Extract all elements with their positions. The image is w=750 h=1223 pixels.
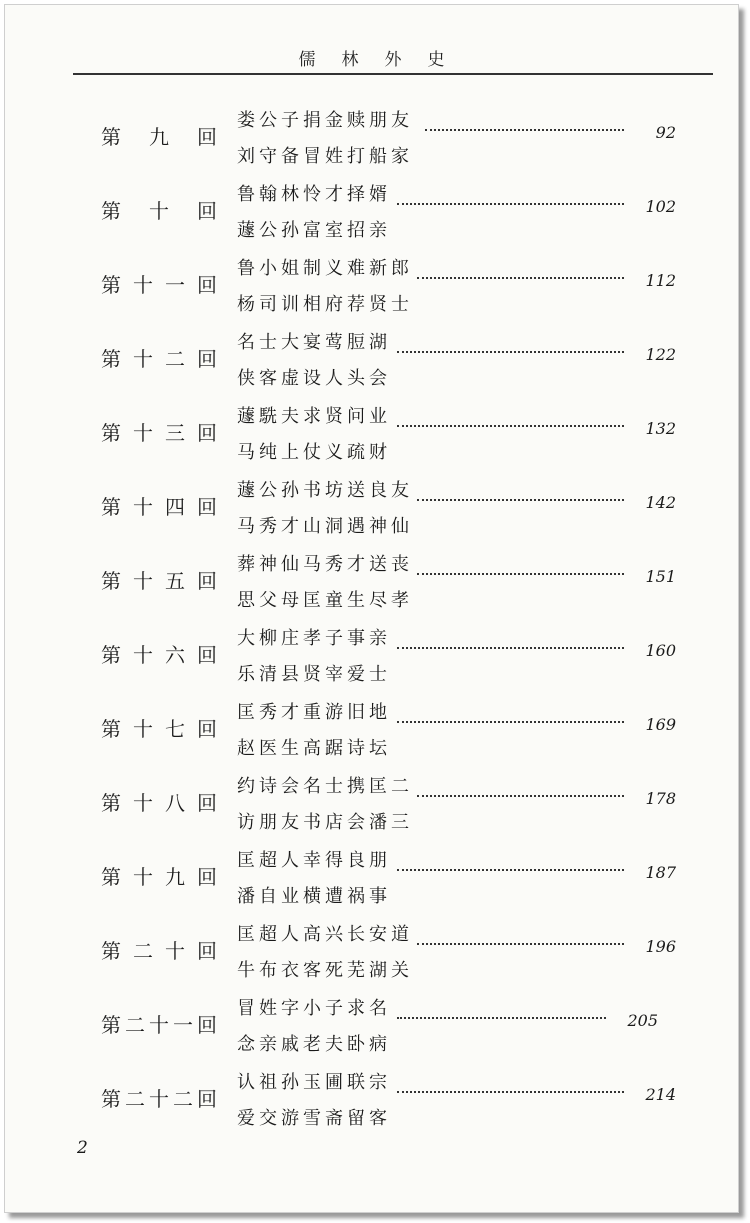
chapter-title-line-2: 潘自业横遭祸事 bbox=[237, 886, 391, 907]
chapter-title-line-2: 马秀才山洞遇神仙 bbox=[237, 516, 413, 537]
chapter-titles bbox=[237, 991, 391, 1063]
chapter-title-line-2: 牛布衣客死芜湖关 bbox=[237, 960, 413, 981]
chapter-titles bbox=[237, 695, 391, 767]
chapter-number: 第十回 bbox=[101, 199, 217, 223]
chapter-title-line-1: 名士大宴莺脰湖 bbox=[237, 332, 391, 353]
dot-leader bbox=[397, 869, 656, 871]
chapter-titles bbox=[237, 103, 413, 175]
dot-leader bbox=[417, 795, 656, 797]
chapter-title-line-1: 蘧駪夫求贤问业 bbox=[237, 406, 391, 427]
chapter-title-line-1: 约诗会名士携匡二 bbox=[237, 776, 413, 797]
page-number: 151 bbox=[624, 567, 676, 586]
page-number: 160 bbox=[624, 641, 676, 660]
dot-leader bbox=[425, 129, 656, 131]
chapter-number: 第十二回 bbox=[101, 347, 217, 371]
toc-entry-14 bbox=[5, 471, 738, 545]
chapter-title-line-2: 刘守备冒姓打船家 bbox=[237, 146, 413, 167]
chapter-title-line-1: 葬神仙马秀才送丧 bbox=[237, 554, 413, 575]
chapter-number: 第十九回 bbox=[101, 865, 217, 889]
chapter-titles bbox=[237, 399, 391, 471]
folio-page-number: 2 bbox=[77, 1138, 88, 1158]
chapter-number: 第十一回 bbox=[101, 273, 217, 297]
page-number: 142 bbox=[624, 493, 676, 512]
dot-leader bbox=[397, 203, 656, 205]
header-rule bbox=[73, 73, 713, 75]
dot-leader bbox=[397, 425, 656, 427]
chapter-title-line-2: 侠客虚设人头会 bbox=[237, 368, 391, 389]
chapter-title-line-2: 蘧公孙富室招亲 bbox=[237, 220, 391, 241]
toc-entry-20 bbox=[5, 915, 738, 989]
chapter-titles bbox=[237, 547, 413, 619]
page-number: 102 bbox=[624, 197, 676, 216]
toc-entry-16 bbox=[5, 619, 738, 693]
chapter-title-line-1: 匡秀才重游旧地 bbox=[237, 702, 391, 723]
chapter-titles bbox=[237, 769, 413, 841]
page-number: 205 bbox=[606, 1011, 658, 1030]
toc-entry-11 bbox=[5, 249, 738, 323]
chapter-number: 第十三回 bbox=[101, 421, 217, 445]
chapter-titles bbox=[237, 325, 391, 397]
book-page bbox=[4, 4, 739, 1213]
page-number: 92 bbox=[624, 123, 676, 142]
toc-entry-9 bbox=[5, 101, 738, 175]
dot-leader bbox=[397, 351, 656, 353]
chapter-title-line-2: 爱交游雪斋留客 bbox=[237, 1108, 391, 1129]
page-number: 196 bbox=[624, 937, 676, 956]
toc-entry-13 bbox=[5, 397, 738, 471]
table-of-contents bbox=[5, 101, 738, 1137]
chapter-number: 第十七回 bbox=[101, 717, 217, 741]
chapter-titles bbox=[237, 177, 391, 249]
page-number: 178 bbox=[624, 789, 676, 808]
page-number: 187 bbox=[624, 863, 676, 882]
dot-leader bbox=[417, 943, 656, 945]
chapter-titles bbox=[237, 251, 413, 323]
chapter-number: 第二十回 bbox=[101, 939, 217, 963]
chapter-title-line-2: 马纯上仗义疏财 bbox=[237, 442, 391, 463]
chapter-title-line-2: 赵医生高踞诗坛 bbox=[237, 738, 391, 759]
dot-leader bbox=[397, 1091, 656, 1093]
chapter-title-line-1: 大柳庄孝子事亲 bbox=[237, 628, 391, 649]
chapter-title-line-2: 思父母匡童生尽孝 bbox=[237, 590, 413, 611]
dot-leader bbox=[397, 1017, 638, 1019]
chapter-title-line-1: 匡超人高兴长安道 bbox=[237, 924, 413, 945]
toc-entry-12 bbox=[5, 323, 738, 397]
page-number: 122 bbox=[624, 345, 676, 364]
chapter-number: 第十五回 bbox=[101, 569, 217, 593]
chapter-titles bbox=[237, 917, 413, 989]
chapter-number: 第九回 bbox=[101, 125, 217, 149]
chapter-title-line-2: 乐清县贤宰爱士 bbox=[237, 664, 391, 685]
page-number: 112 bbox=[624, 271, 676, 290]
dot-leader bbox=[417, 573, 656, 575]
chapter-title-line-1: 娄公子捐金赎朋友 bbox=[237, 110, 413, 131]
toc-entry-21 bbox=[5, 989, 738, 1063]
chapter-number: 第二十一回 bbox=[101, 1013, 217, 1037]
chapter-title-line-2: 念亲戚老夫卧病 bbox=[237, 1034, 391, 1055]
chapter-number: 第十六回 bbox=[101, 643, 217, 667]
chapter-number: 第十四回 bbox=[101, 495, 217, 519]
chapter-title-line-1: 冒姓字小子求名 bbox=[237, 998, 391, 1019]
chapter-title-line-2: 杨司训相府荐贤士 bbox=[237, 294, 413, 315]
chapter-title-line-1: 认祖孙玉圃联宗 bbox=[237, 1072, 391, 1093]
dot-leader bbox=[417, 277, 656, 279]
dot-leader bbox=[417, 499, 656, 501]
chapter-number: 第二十二回 bbox=[101, 1087, 217, 1111]
dot-leader bbox=[397, 647, 656, 649]
chapter-titles bbox=[237, 473, 413, 545]
toc-entry-19 bbox=[5, 841, 738, 915]
chapter-title-line-1: 鲁翰林怜才择婿 bbox=[237, 184, 391, 205]
toc-entry-17 bbox=[5, 693, 738, 767]
toc-entry-18 bbox=[5, 767, 738, 841]
page-number: 169 bbox=[624, 715, 676, 734]
dot-leader bbox=[397, 721, 656, 723]
chapter-title-line-1: 鲁小姐制义难新郎 bbox=[237, 258, 413, 279]
toc-entry-15 bbox=[5, 545, 738, 619]
toc-entry-10 bbox=[5, 175, 738, 249]
chapter-titles bbox=[237, 621, 391, 693]
page-number: 132 bbox=[624, 419, 676, 438]
chapter-titles bbox=[237, 1065, 391, 1137]
chapter-title-line-1: 匡超人幸得良朋 bbox=[237, 850, 391, 871]
chapter-titles bbox=[237, 843, 391, 915]
chapter-number: 第十八回 bbox=[101, 791, 217, 815]
page-number: 214 bbox=[624, 1085, 676, 1104]
chapter-title-line-1: 蘧公孙书坊送良友 bbox=[237, 480, 413, 501]
running-header: 儒林外史 bbox=[298, 50, 471, 70]
chapter-title-line-2: 访朋友书店会潘三 bbox=[237, 812, 413, 833]
toc-entry-22 bbox=[5, 1063, 738, 1137]
